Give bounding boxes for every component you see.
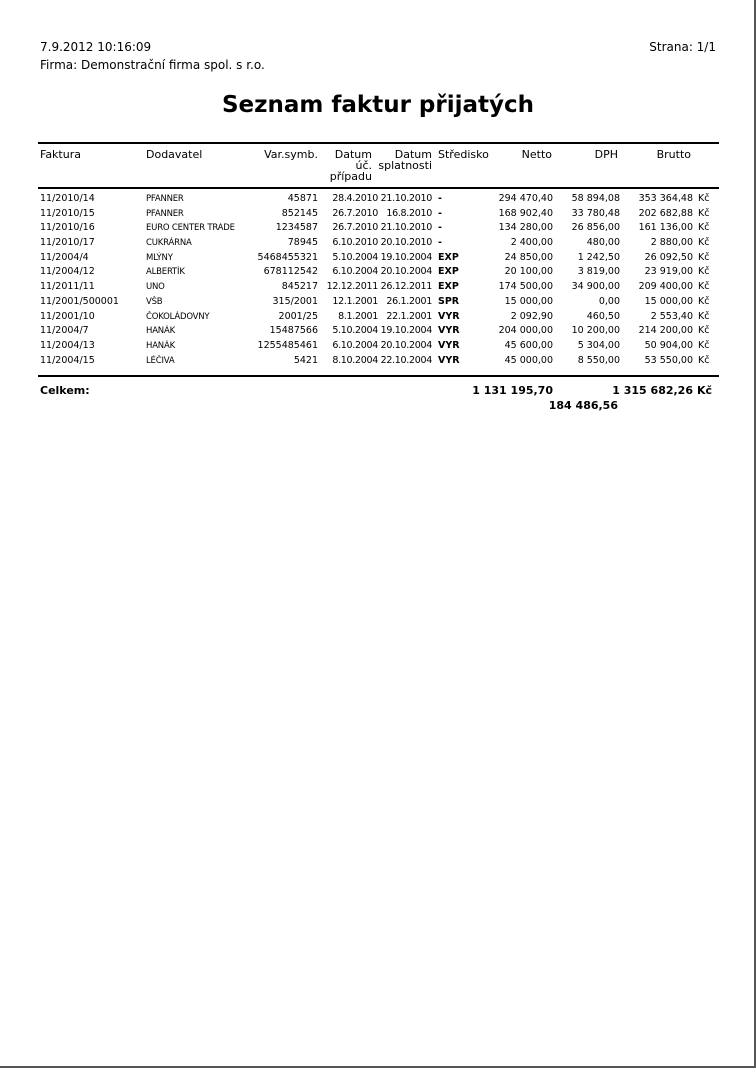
cell-faktura: 11/2004/4: [40, 251, 89, 263]
cell-datum-uc: 6.10.2004: [332, 339, 378, 351]
cell-stredisko: -: [438, 207, 442, 219]
cell-faktura: 11/2011/11: [40, 281, 95, 293]
cell-currency: Kč: [698, 325, 710, 337]
cell-stredisko: VYR: [438, 339, 460, 351]
cell-brutto: 23 919,00: [644, 266, 693, 278]
cell-datum-splatnosti: 26.1.2001: [386, 295, 432, 307]
cell-currency: Kč: [698, 193, 710, 204]
cell-varsymb: 2001/25: [278, 310, 318, 322]
cell-datum-splatnosti: 19.10.2004: [380, 251, 432, 263]
cell-varsymb: 78945: [287, 237, 318, 249]
cell-dph: 33 780,48: [571, 207, 620, 219]
cell-varsymb: 852145: [281, 207, 318, 219]
cell-varsymb: 1255485461: [257, 339, 318, 351]
cell-currency: Kč: [698, 251, 710, 263]
cell-varsymb: 1234587: [275, 222, 318, 234]
cell-stredisko: VYR: [438, 310, 460, 322]
table-row: [0, 325, 756, 340]
header-divider: [38, 187, 719, 189]
cell-dph: 34 900,00: [571, 281, 620, 293]
cell-brutto: 53 550,00: [644, 354, 693, 366]
cell-dph: 3 819,00: [577, 266, 620, 278]
cell-dodavatel: MLÝNY: [146, 252, 173, 263]
table-row: [0, 266, 756, 281]
cell-datum-splatnosti: 16.8.2010: [386, 207, 432, 219]
col-header-dph: DPH: [594, 148, 618, 161]
cell-faktura: 11/2004/7: [40, 325, 89, 337]
cell-datum-uc: 8.1.2001: [338, 310, 378, 322]
col-header-varsymb: Var.symb.: [264, 148, 318, 161]
cell-dodavatel: EURO CENTER TRADE: [146, 223, 235, 234]
cell-datum-splatnosti: 22.10.2004: [380, 354, 432, 366]
cell-dodavatel: UNO: [146, 282, 165, 293]
col-header-stredisko: Středisko: [438, 148, 489, 161]
cell-netto: 24 850,00: [504, 251, 553, 263]
cell-datum-uc: 8.10.2004: [332, 354, 378, 366]
cell-stredisko: VYR: [438, 354, 460, 366]
totals-divider: [38, 375, 719, 377]
cell-varsymb: 845217: [281, 281, 318, 293]
cell-stredisko: SPR: [438, 295, 460, 307]
cell-currency: Kč: [698, 266, 710, 278]
cell-dph: 26 856,00: [571, 222, 620, 234]
col-header-brutto: Brutto: [656, 148, 691, 161]
cell-brutto: 202 682,88: [638, 207, 693, 219]
cell-datum-splatnosti: 20.10.2004: [380, 266, 432, 278]
cell-netto: 168 902,40: [498, 207, 553, 219]
table-row: [0, 296, 756, 311]
cell-datum-splatnosti: 21.10.2010: [380, 222, 432, 234]
cell-faktura: 11/2004/12: [40, 266, 95, 278]
cell-currency: Kč: [698, 295, 710, 307]
cell-faktura: 11/2001/10: [40, 310, 95, 322]
cell-faktura: 11/2010/14: [40, 193, 95, 204]
col-header-netto: Netto: [521, 148, 552, 161]
cell-stredisko: -: [438, 237, 442, 249]
cell-faktura: 11/2004/15: [40, 354, 95, 366]
cell-varsymb: 5421: [293, 354, 318, 366]
cell-brutto: 161 136,00: [638, 222, 693, 234]
cell-datum-splatnosti: 22.1.2001: [386, 310, 432, 322]
cell-currency: Kč: [698, 222, 710, 234]
cell-dodavatel: VŠB: [146, 296, 163, 307]
cell-datum-splatnosti: 26.12.2011: [380, 281, 432, 293]
cell-stredisko: EXP: [438, 281, 459, 293]
cell-currency: Kč: [698, 281, 710, 293]
cell-faktura: 11/2010/16: [40, 222, 95, 234]
total-currency: Kč: [697, 384, 713, 397]
cell-varsymb: 45871: [287, 193, 318, 204]
cell-varsymb: 15487566: [269, 325, 318, 337]
cell-varsymb: 5468455321: [257, 251, 318, 263]
table-row: [0, 252, 756, 267]
cell-netto: 2 092,90: [510, 310, 553, 322]
cell-datum-splatnosti: 19.10.2004: [380, 325, 432, 337]
cell-dodavatel: PFANNER: [146, 194, 184, 204]
cell-stredisko: EXP: [438, 251, 459, 263]
cell-datum-uc: 26.7.2010: [332, 207, 378, 219]
print-datetime: 7.9.2012 10:16:09: [40, 40, 152, 54]
cell-datum-uc: 6.10.2004: [332, 266, 378, 278]
cell-dph: 460,50: [586, 310, 620, 322]
top-divider: [38, 142, 719, 144]
cell-netto: 174 500,00: [498, 281, 553, 293]
cell-datum-uc: 28.4.2010: [332, 193, 378, 204]
total-netto: 1 131 195,70: [472, 384, 553, 397]
cell-dph: 10 200,00: [571, 325, 620, 337]
cell-netto: 45 600,00: [504, 339, 553, 351]
cell-stredisko: -: [438, 193, 442, 204]
cell-currency: Kč: [698, 207, 710, 219]
cell-brutto: 50 904,00: [644, 339, 693, 351]
table-row: [0, 193, 756, 208]
cell-netto: 45 000,00: [504, 354, 553, 366]
totals-label: Celkem:: [40, 384, 90, 397]
cell-netto: 204 000,00: [498, 325, 553, 337]
cell-datum-uc: 12.12.2011: [326, 281, 378, 293]
cell-netto: 2 400,00: [510, 237, 553, 249]
cell-datum-uc: 5.10.2004: [332, 325, 378, 337]
cell-stredisko: EXP: [438, 266, 459, 278]
cell-brutto: 353 364,48: [638, 193, 693, 204]
cell-netto: 20 100,00: [504, 266, 553, 278]
cell-dodavatel: HANÁK: [146, 326, 175, 337]
cell-datum-splatnosti: 20.10.2004: [380, 339, 432, 351]
col-header-dodavatel: Dodavatel: [146, 148, 203, 161]
col-header-datum-spl-text: Datum splatnosti: [378, 148, 432, 172]
cell-faktura: 11/2010/17: [40, 237, 95, 249]
cell-currency: Kč: [698, 339, 710, 351]
cell-dodavatel: LÉČIVA: [146, 355, 175, 366]
page-number: Strana: 1/1: [649, 40, 716, 54]
invoice-list: [0, 193, 756, 369]
cell-stredisko: VYR: [438, 325, 460, 337]
col-header-datum-splatnosti: [376, 149, 432, 171]
cell-datum-uc: 5.10.2004: [332, 251, 378, 263]
cell-dph: 1 242,50: [577, 251, 620, 263]
cell-currency: Kč: [698, 310, 710, 322]
table-row: [0, 340, 756, 355]
cell-faktura: 11/2001/500001: [40, 295, 119, 307]
cell-dodavatel: ALBERTÍK: [146, 267, 185, 278]
cell-stredisko: -: [438, 222, 442, 234]
cell-faktura: 11/2004/13: [40, 339, 95, 351]
cell-dodavatel: CUKRÁRNA: [146, 238, 192, 249]
total-brutto: 1 315 682,26: [612, 384, 693, 397]
cell-varsymb: 315/2001: [272, 295, 318, 307]
table-row: [0, 222, 756, 237]
cell-netto: 15 000,00: [504, 295, 553, 307]
cell-dodavatel: ČOKOLÁDOVNY: [146, 311, 210, 322]
cell-datum-splatnosti: 20.10.2010: [380, 237, 432, 249]
cell-datum-uc: 26.7.2010: [332, 222, 378, 234]
cell-brutto: 2 553,40: [650, 310, 693, 322]
cell-brutto: 15 000,00: [644, 295, 693, 307]
cell-dph: 5 304,00: [577, 339, 620, 351]
cell-currency: Kč: [698, 354, 710, 366]
cell-dph: 8 550,00: [577, 354, 620, 366]
cell-netto: 294 470,40: [498, 193, 553, 204]
cell-varsymb: 678112542: [263, 266, 318, 278]
company-name: Firma: Demonstrační firma spol. s r.o.: [40, 58, 265, 72]
cell-brutto: 214 200,00: [638, 325, 693, 337]
cell-datum-uc: 12.1.2001: [332, 295, 378, 307]
table-row: [0, 237, 756, 252]
cell-brutto: 209 400,00: [638, 281, 693, 293]
cell-datum-uc: 6.10.2010: [332, 237, 378, 249]
col-header-datum-uc: [324, 149, 372, 182]
cell-currency: Kč: [698, 237, 710, 249]
cell-netto: 134 280,00: [498, 222, 553, 234]
cell-dodavatel: PFANNER: [146, 208, 184, 219]
cell-brutto: 2 880,00: [650, 237, 693, 249]
cell-brutto: 26 092,50: [644, 251, 693, 263]
cell-faktura: 11/2010/15: [40, 207, 95, 219]
cell-datum-splatnosti: 21.10.2010: [380, 193, 432, 204]
table-row: [0, 311, 756, 326]
table-row: [0, 208, 756, 223]
cell-dph: 0,00: [598, 295, 620, 307]
col-header-datum-uc-text: Datum úč. případu: [329, 148, 372, 183]
report-title: Seznam faktur přijatých: [221, 92, 535, 118]
table-row: [0, 355, 756, 370]
cell-dph: 58 894,08: [571, 193, 620, 204]
total-dph: 184 486,56: [548, 399, 618, 412]
col-header-faktura: Faktura: [40, 148, 81, 161]
cell-dph: 480,00: [586, 237, 620, 249]
table-row: [0, 281, 756, 296]
cell-dodavatel: HANÁK: [146, 340, 175, 351]
